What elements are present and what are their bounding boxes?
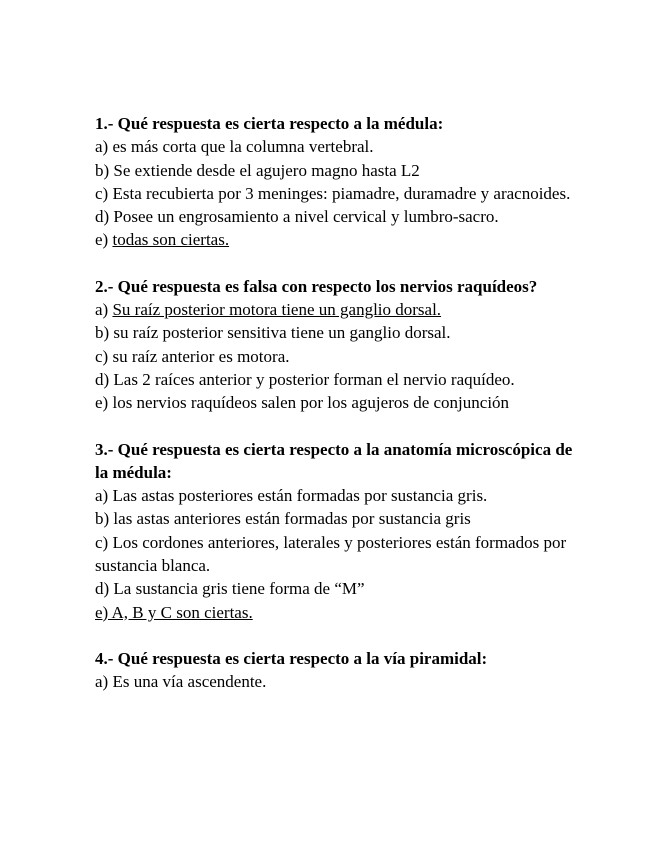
option-prefix: d) <box>95 369 114 389</box>
question-1 <box>95 112 575 252</box>
document-page <box>95 112 575 717</box>
answer-option-e <box>95 228 575 251</box>
option-text-correct: todas son ciertas. <box>112 230 230 250</box>
option-text: es más corta que la columna vertebral. <box>112 137 374 157</box>
answer-option-c <box>95 531 575 578</box>
question-2 <box>95 275 575 415</box>
option-text-correct: Su raíz posterior motora tiene un ganglio dorsal. <box>112 300 442 320</box>
question-3 <box>95 438 575 624</box>
option-prefix: d) <box>95 207 114 227</box>
question-title: 3.- Qué respuesta es cierta respecto a la anatomía microscópica de la médula: <box>95 439 573 482</box>
option-prefix: a) <box>95 137 113 157</box>
option-text: los nervios raquídeos salen por los agujeros de conjunción <box>112 393 510 413</box>
option-text-correct: e) A, B y C son ciertas. <box>95 602 253 622</box>
answer-option-c <box>95 182 575 205</box>
answer-option-b <box>95 321 575 344</box>
option-prefix: a) <box>95 672 113 692</box>
option-prefix: c) <box>95 183 113 203</box>
option-text: Las astas posteriores están formadas por sustancia gris. <box>112 486 488 506</box>
option-prefix: d) <box>95 579 114 599</box>
question-title: 2.- Qué respuesta es falsa con respecto los nervios raquídeos? <box>95 276 538 296</box>
answer-option-a <box>95 135 575 158</box>
question-title: 4.- Qué respuesta es cierta respecto a la vía piramidal: <box>95 648 488 668</box>
option-prefix: a) <box>95 300 113 320</box>
option-prefix: c) <box>95 346 113 366</box>
answer-option-b <box>95 507 575 530</box>
option-prefix: c) <box>95 532 113 552</box>
question-title: 1.- Qué respuesta es cierta respecto a la médula: <box>95 114 444 133</box>
answer-option-e <box>95 391 575 414</box>
answer-option-d <box>95 368 575 391</box>
option-text: Posee un engrosamiento a nivel cervical y lumbro-sacro. <box>113 207 499 227</box>
option-text: La sustancia gris tiene forma de “M” <box>113 579 365 599</box>
answer-option-b <box>95 159 575 182</box>
answer-option-a <box>95 484 575 507</box>
option-prefix: b) <box>95 160 114 180</box>
option-text: Es una vía ascendente. <box>112 672 267 692</box>
option-text: Se extiende desde el agujero magno hasta L2 <box>113 160 420 180</box>
answer-option-d <box>95 205 575 228</box>
option-prefix: e) <box>95 393 113 413</box>
answer-option-e <box>95 601 575 624</box>
option-prefix: b) <box>95 509 114 529</box>
option-prefix: b) <box>95 323 114 343</box>
option-prefix: a) <box>95 486 113 506</box>
option-text: Las 2 raíces anterior y posterior forman el nervio raquídeo. <box>113 369 515 389</box>
answer-option-a <box>95 298 575 321</box>
option-text: Esta recubierta por 3 meninges: piamadre, duramadre y aracnoides. <box>112 183 571 203</box>
question-4 <box>95 647 575 694</box>
option-text: su raíz posterior sensitiva tiene un ganglio dorsal. <box>113 323 451 343</box>
option-text: las astas anteriores están formadas por sustancia gris <box>113 509 471 529</box>
option-text: su raíz anterior es motora. <box>112 346 290 366</box>
answer-option-d <box>95 577 575 600</box>
option-prefix: e) <box>95 230 113 250</box>
option-text: Los cordones anteriores, laterales y posteriores están formados por sustancia blanca. <box>95 532 567 576</box>
answer-option-c <box>95 345 575 368</box>
answer-option-a <box>95 670 575 693</box>
